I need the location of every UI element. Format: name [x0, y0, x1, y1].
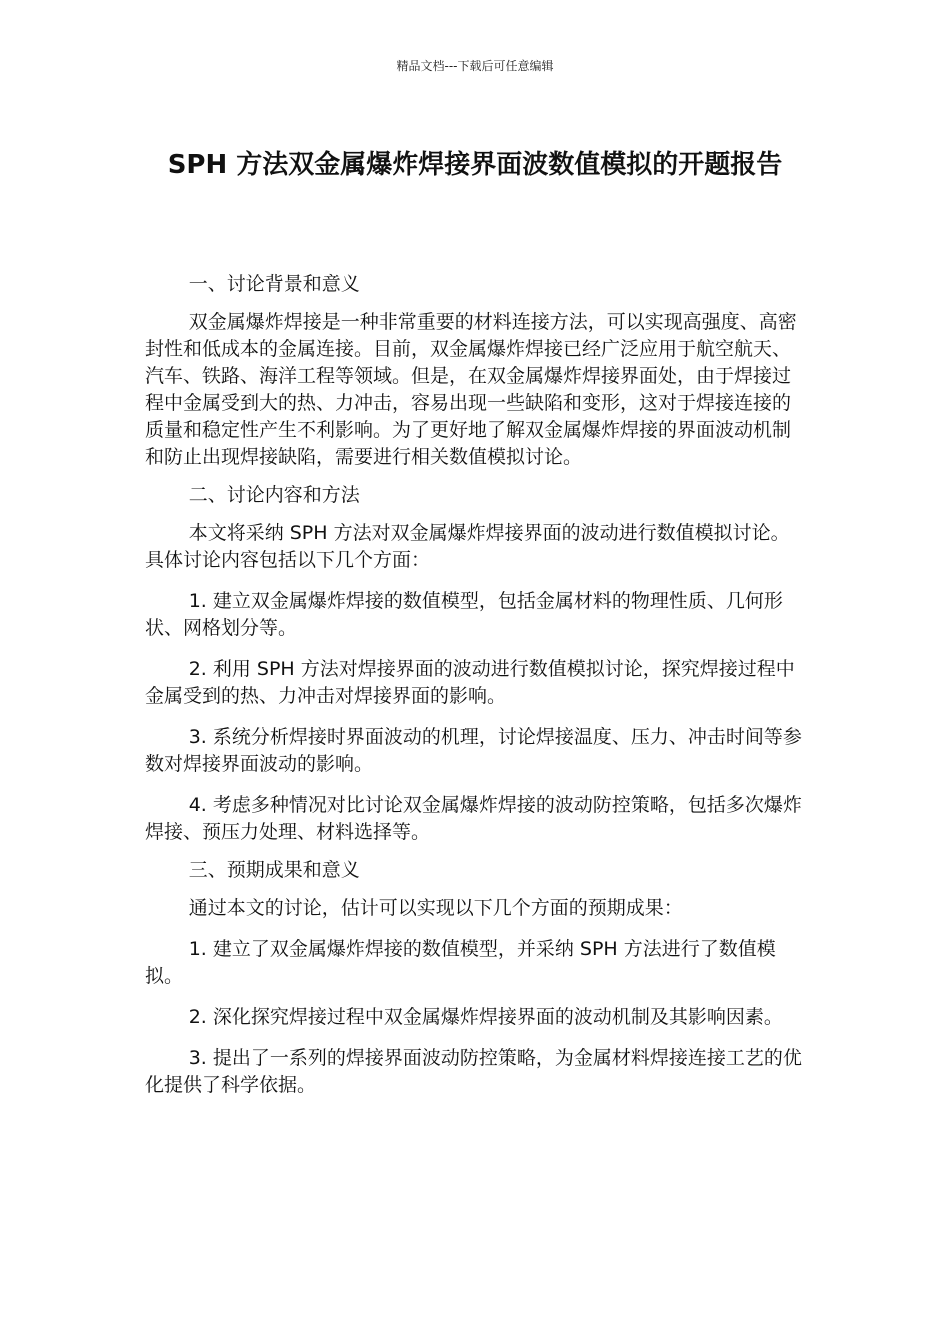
list-item: 1. 建立双金属爆炸焊接的数值模型，包括金属材料的物理性质、几何形状、网格划分等。	[145, 590, 783, 639]
list-item: 3. 系统分析焊接时界面波动的机理，讨论焊接温度、压力、冲击时间等参数对焊接界面波动的影响。	[145, 726, 802, 775]
section-heading: 三、预期成果和意义	[188, 859, 360, 881]
paragraph: 双金属爆炸焊接是一种非常重要的材料连接方法，可以实现高强度、高密封性和低成本的金属连接。目前，双金属爆炸焊接已经广泛应用于航空航天、汽车、铁路、海洋工程等领域。但是，在双金属爆炸焊接界面处，由于焊接过程中金属受到大的热、力冲击，容易出现一些缺陷和变形，这对于焊接连接的质量和稳定性产生不利影响。为了更好地了解双金属爆炸焊接的界面波动机制和防止出现焊接缺陷，需要进行相关数值模拟讨论。	[145, 311, 797, 468]
list-item: 2. 利用 SPH 方法对焊接界面的波动进行数值模拟讨论，探究焊接过程中金属受到的热、力冲击对焊接界面的影响。	[145, 658, 795, 707]
section-heading: 一、讨论背景和意义	[188, 273, 360, 295]
document-title: SPH 方法双金属爆炸焊接界面波数值模拟的开题报告	[167, 150, 783, 180]
paragraph: 本文将采纳 SPH 方法对双金属爆炸焊接界面的波动进行数值模拟讨论。具体讨论内容包括以下几个方面：	[145, 522, 790, 571]
section-heading: 二、讨论内容和方法	[188, 484, 360, 506]
document-body	[145, 271, 807, 1099]
list-item: 4. 考虑多种情况对比讨论双金属爆炸焊接的波动防控策略，包括多次爆炸焊接、预压力处理、材料选择等。	[145, 794, 802, 843]
list-item: 2. 深化探究焊接过程中双金属爆炸焊接界面的波动机制及其影响因素。	[188, 1006, 783, 1028]
page-header: 精品文档---下载后可任意编辑	[396, 59, 554, 73]
list-item: 1. 建立了双金属爆炸焊接的数值模型，并采纳 SPH 方法进行了数值模拟。	[145, 938, 776, 987]
paragraph: 通过本文的讨论，估计可以实现以下几个方面的预期成果：	[188, 897, 683, 919]
list-item: 3. 提出了一系列的焊接界面波动防控策略，为金属材料焊接连接工艺的优化提供了科学依据。	[145, 1047, 802, 1096]
